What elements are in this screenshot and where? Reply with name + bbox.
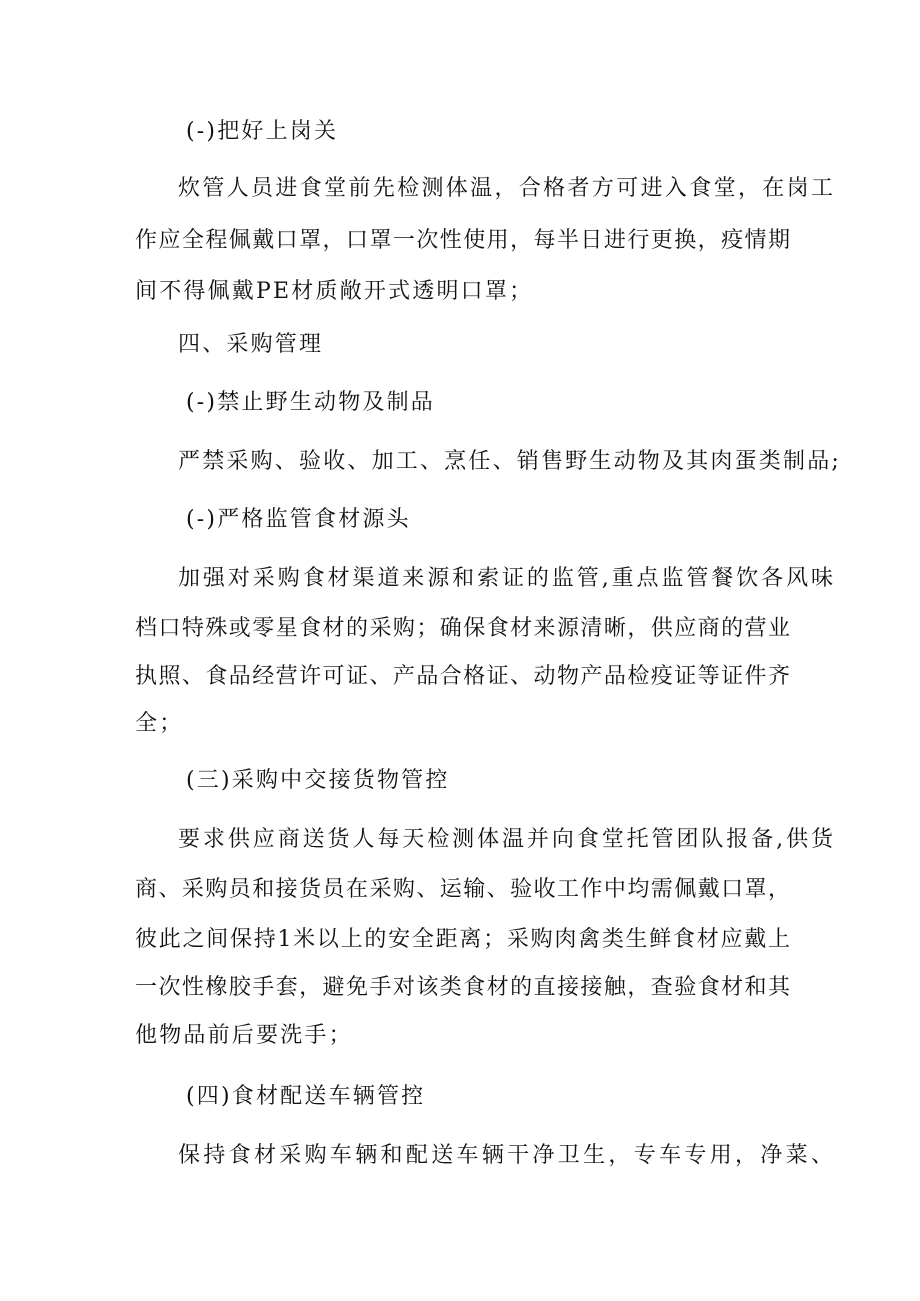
paragraph-line: 作应全程佩戴口罩，口罩一次性使用，每半日进行更换，疫情期 bbox=[135, 228, 790, 253]
paragraph-line: 保持食材采购车辆和配送车辆干净卫生，专车专用，净菜、 bbox=[178, 1143, 833, 1168]
heading-2-1: (-)禁止野生动物及制品 bbox=[186, 390, 436, 415]
paragraph-line: 要求供应商送货人每天检测体温并向食堂托管团队报备,供货 bbox=[178, 827, 833, 852]
heading-2-4: (四)食材配送车辆管控 bbox=[186, 1084, 426, 1109]
paragraph-line: 加强对采购食材渠道来源和索证的监管,重点监管餐饮各风味 bbox=[178, 566, 833, 591]
paragraph-line: 商、采购员和接货员在采购、运输、验收工作中均需佩戴口罩， bbox=[135, 877, 790, 902]
paragraph-line: 档口特殊或零星食材的采购；确保食材来源清晰，供应商的营业 bbox=[135, 616, 790, 641]
heading-1-1: (-)把好上岗关 bbox=[186, 119, 339, 144]
heading-2-2: (-)严格监管食材源头 bbox=[186, 507, 411, 532]
paragraph-line: 严禁采购、验收、加工、烹任、销售野生动物及其肉蛋类制品; bbox=[178, 449, 842, 474]
paragraph-line: 彼此之间保持1米以上的安全距离；采购肉禽类生鲜食材应戴上 bbox=[135, 927, 790, 952]
section-heading: 四、采购管理 bbox=[178, 332, 324, 357]
paragraph-line: 他物品前后要洗手； bbox=[135, 1023, 353, 1048]
paragraph-line: 炊管人员进食堂前先检测体温，合格者方可进入食堂，在岗工 bbox=[178, 176, 833, 201]
paragraph-line: 执照、食品经营许可证、产品合格证、动物产品检疫证等证件齐 bbox=[135, 664, 790, 689]
paragraph-line: 间不得佩戴PE材质敞开式透明口罩； bbox=[135, 279, 534, 304]
heading-2-3: (三)采购中交接货物管控 bbox=[186, 768, 450, 793]
paragraph-line: 一次性橡胶手套，避免手对该类食材的直接接触，查验食材和其 bbox=[135, 975, 790, 1000]
paragraph-line: 全； bbox=[135, 711, 184, 736]
